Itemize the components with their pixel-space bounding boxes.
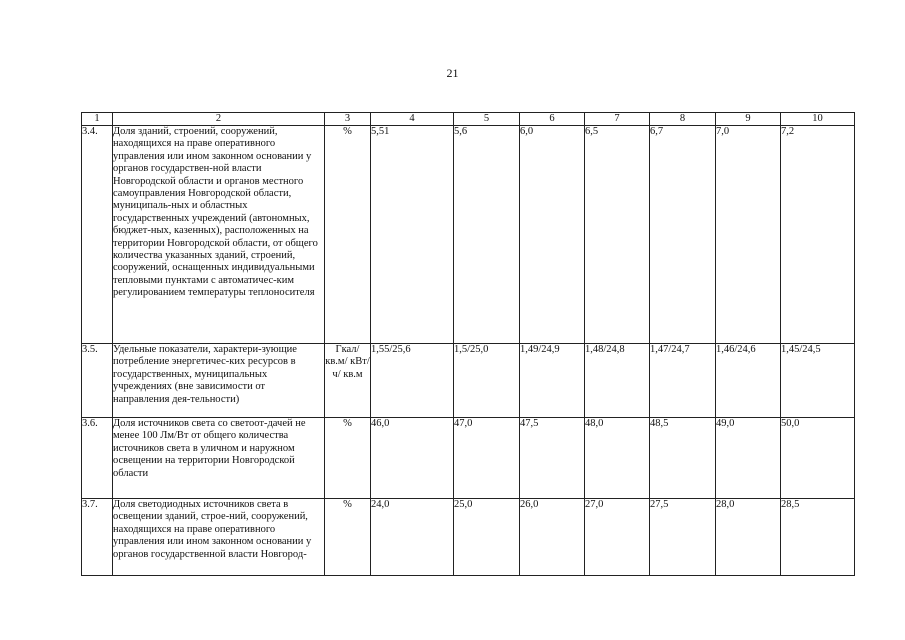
row-number: 3.6. — [82, 418, 113, 499]
value-cell: 46,0 — [371, 418, 454, 499]
value-cell: 28,5 — [781, 499, 855, 576]
value-cell: 1,47/24,7 — [650, 344, 716, 418]
value-cell: 6,0 — [520, 126, 585, 344]
table-row — [82, 126, 855, 344]
column-header: 5 — [454, 113, 520, 126]
value-cell: 7,0 — [716, 126, 781, 344]
value-cell: 5,51 — [371, 126, 454, 344]
value-cell: 1,45/24,5 — [781, 344, 855, 418]
header-row — [82, 113, 855, 126]
table-row — [82, 344, 855, 418]
table-row — [82, 499, 855, 576]
value-cell: 1,46/24,6 — [716, 344, 781, 418]
value-cell: 6,7 — [650, 126, 716, 344]
column-header: 6 — [520, 113, 585, 126]
value-cell: 48,0 — [585, 418, 650, 499]
row-number: 3.5. — [82, 344, 113, 418]
column-header: 10 — [781, 113, 855, 126]
column-header: 8 — [650, 113, 716, 126]
value-cell: 1,48/24,8 — [585, 344, 650, 418]
value-cell: 1,49/24,9 — [520, 344, 585, 418]
column-header: 3 — [325, 113, 371, 126]
column-header: 7 — [585, 113, 650, 126]
value-cell: 1,5/25,0 — [454, 344, 520, 418]
indicator-name: Доля светодиодных источников света в освещении зданий, строе-ний, сооружений, находящихся на праве оперативного управления или ином законном основании у органов государственной власти Новгород- — [113, 499, 325, 576]
unit-cell: % — [325, 126, 371, 344]
row-number: 3.4. — [82, 126, 113, 344]
value-cell: 6,5 — [585, 126, 650, 344]
value-cell: 50,0 — [781, 418, 855, 499]
value-cell: 27,5 — [650, 499, 716, 576]
value-cell: 5,6 — [454, 126, 520, 344]
value-cell: 28,0 — [716, 499, 781, 576]
value-cell: 25,0 — [454, 499, 520, 576]
column-header: 9 — [716, 113, 781, 126]
column-header: 1 — [82, 113, 113, 126]
unit-cell: Гкал/ кв.м/ кВт/ч/ кв.м — [325, 344, 371, 418]
value-cell: 7,2 — [781, 126, 855, 344]
indicator-name: Удельные показатели, характери-зующие потребление энергетичес-ких ресурсов в государственных, муниципальных учреждениях (вне зависимости от направления дея-тельности) — [113, 344, 325, 418]
value-cell: 47,5 — [520, 418, 585, 499]
value-cell: 1,55/25,6 — [371, 344, 454, 418]
page-number: 21 — [446, 66, 459, 80]
indicator-name: Доля источников света со светоот-дачей не менее 100 Лм/Вт от общего количества источников света в уличном и наружном освещении на территории Новгородской области — [113, 418, 325, 499]
unit-cell: % — [325, 418, 371, 499]
unit-cell: % — [325, 499, 371, 576]
table-row — [82, 418, 855, 499]
column-header: 4 — [371, 113, 454, 126]
value-cell: 24,0 — [371, 499, 454, 576]
value-cell: 26,0 — [520, 499, 585, 576]
value-cell: 47,0 — [454, 418, 520, 499]
value-cell: 27,0 — [585, 499, 650, 576]
value-cell: 49,0 — [716, 418, 781, 499]
value-cell: 48,5 — [650, 418, 716, 499]
indicators-table — [81, 112, 855, 576]
indicator-name: Доля зданий, строений, сооружений, находящихся на праве оперативного управления или ином законном основании у органов государствен-ной власти Новгородской области и органов местного самоуправления Новгородской области, муниципаль-ных и областных государственных учреждений (автономных, бюджет-ных, казенных), расположенных на территории Новгородской области, от общего количества указанных зданий, строений, сооружений, оснащенных индивидуальными тепловыми пунктами с автоматичес-ким регулированием температуры теплоносителя — [113, 126, 325, 344]
column-header: 2 — [113, 113, 325, 126]
row-number: 3.7. — [82, 499, 113, 576]
